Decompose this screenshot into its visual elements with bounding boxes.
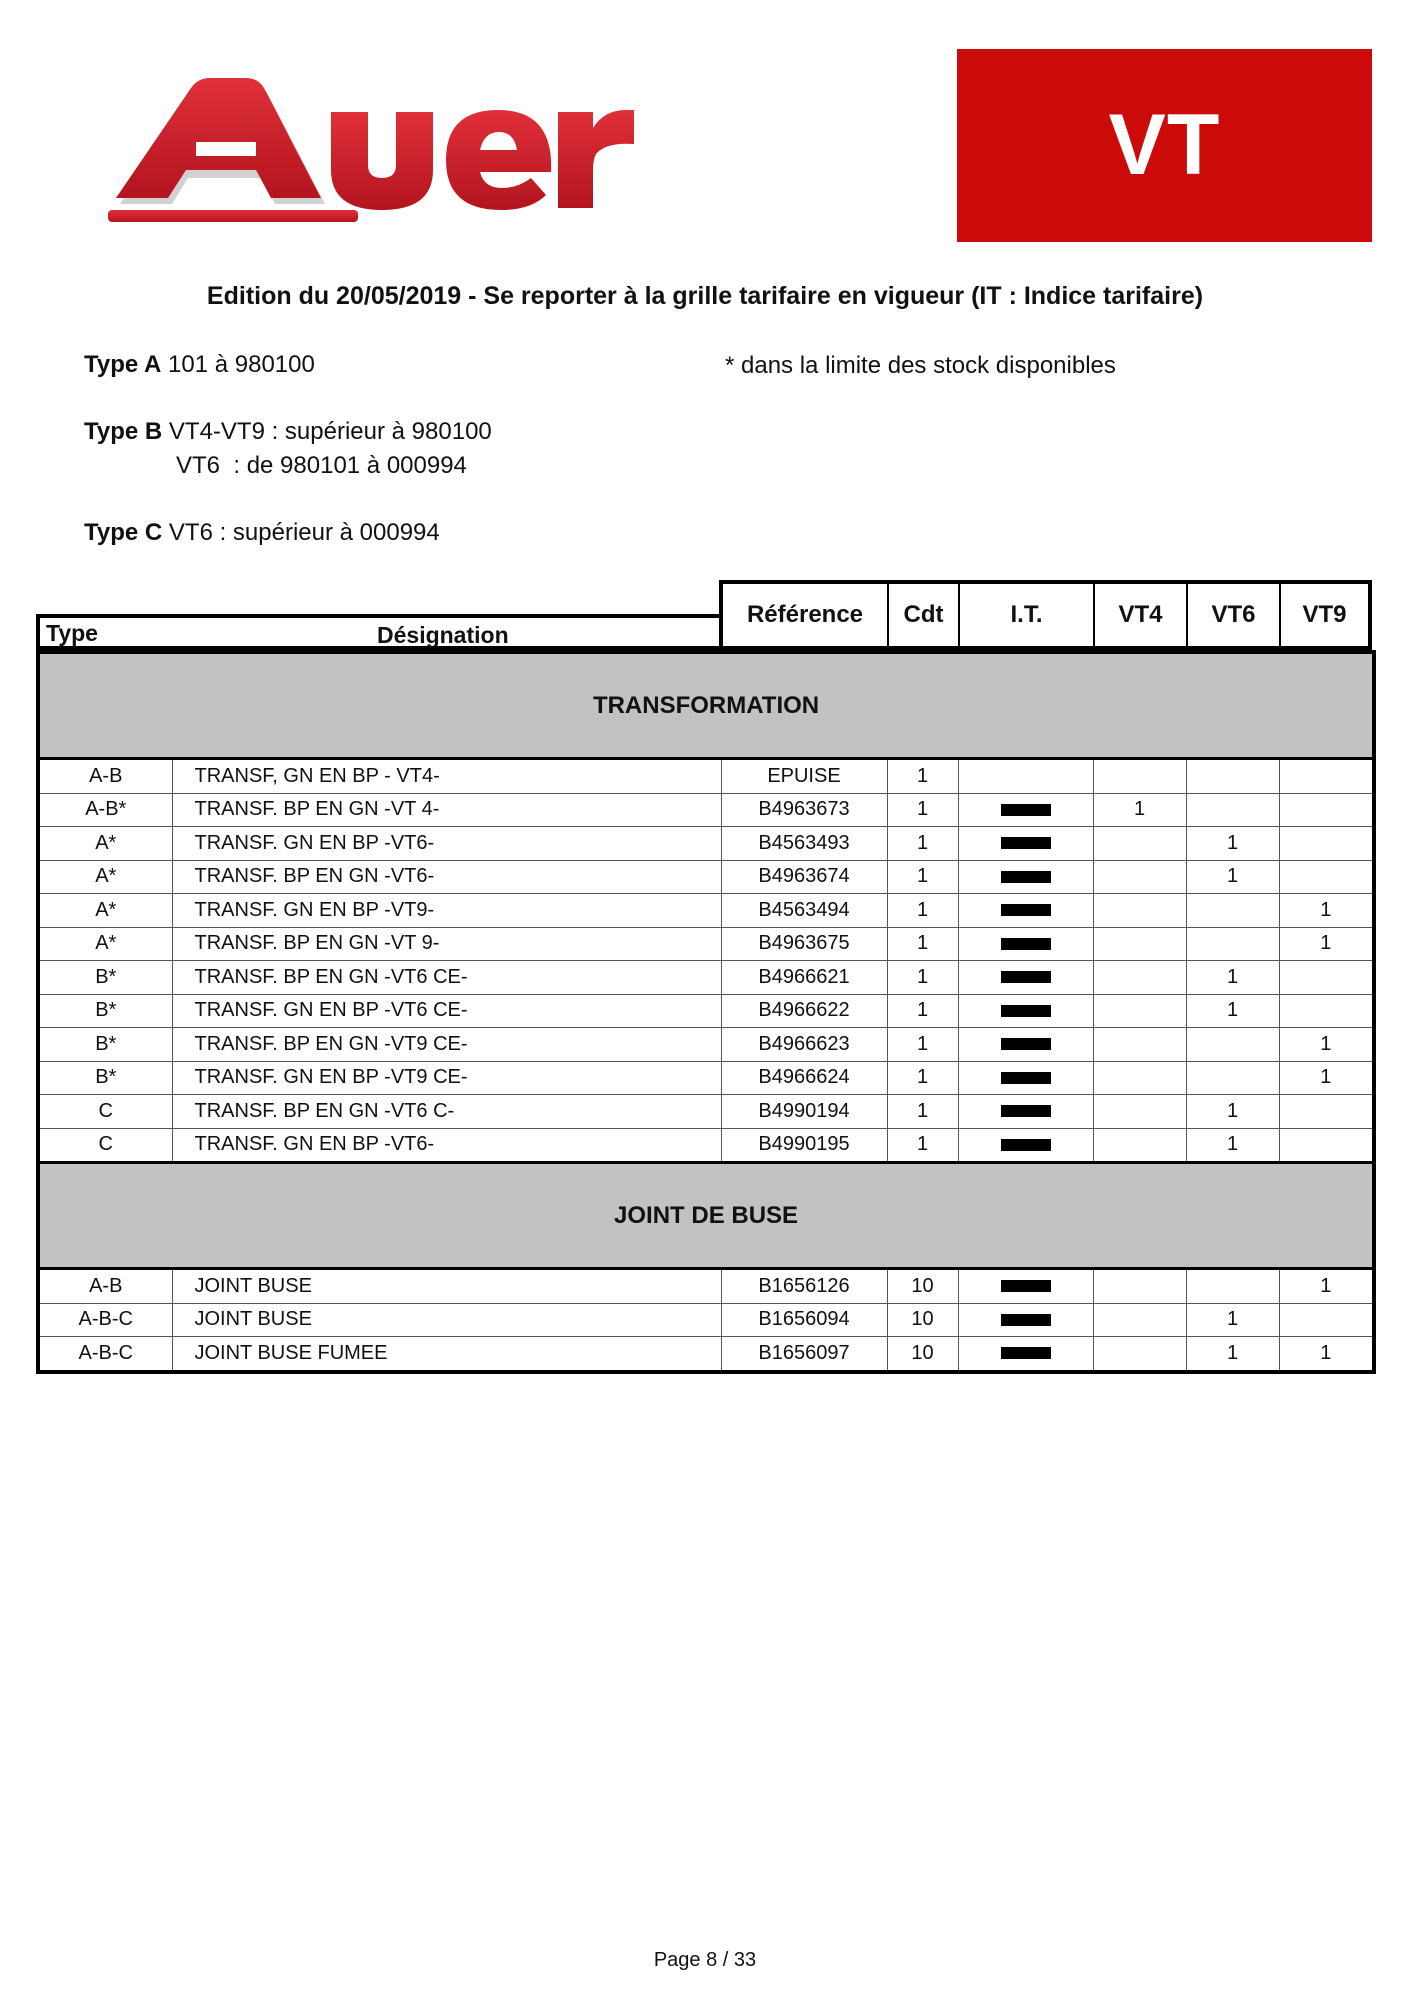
table-row [38, 1303, 1374, 1337]
it-redacted-bar [1001, 1005, 1051, 1017]
table-row [38, 1337, 1374, 1372]
cell-reference: B4966622 [721, 994, 887, 1028]
cell-type: B* [38, 1061, 172, 1095]
cell-cdt: 1 [887, 827, 958, 861]
table-row [38, 1028, 1374, 1062]
cell-vt9 [1279, 860, 1374, 894]
cell-reference: B4563493 [721, 827, 887, 861]
it-redacted-bar [1001, 1347, 1051, 1359]
cell-reference: B4990195 [721, 1128, 887, 1163]
vt-badge: VT [957, 49, 1372, 242]
it-redacted-bar [1001, 1072, 1051, 1084]
cell-vt4 [1093, 1337, 1186, 1372]
cell-vt4 [1093, 1269, 1186, 1304]
it-redacted-bar [1001, 938, 1051, 950]
cell-vt9 [1279, 759, 1374, 794]
cell-it [958, 1128, 1093, 1163]
cell-type: A-B [38, 1269, 172, 1304]
cell-cdt: 1 [887, 1061, 958, 1095]
table-header-right [719, 580, 1372, 650]
cell-designation: TRANSF. BP EN GN -VT 9- [172, 927, 721, 961]
cell-designation: TRANSF. GN EN BP -VT6 CE- [172, 994, 721, 1028]
cell-type: A* [38, 827, 172, 861]
cell-reference: B1656126 [721, 1269, 887, 1304]
cell-vt9 [1279, 994, 1374, 1028]
cell-vt6: 1 [1186, 1128, 1279, 1163]
cell-designation: JOINT BUSE [172, 1269, 721, 1304]
cell-designation: JOINT BUSE FUMEE [172, 1337, 721, 1372]
cell-vt6 [1186, 1028, 1279, 1062]
table-row [38, 1061, 1374, 1095]
cell-vt9: 1 [1279, 1028, 1374, 1062]
cell-it [958, 793, 1093, 827]
table-header-left [36, 614, 719, 650]
cell-it [958, 1061, 1093, 1095]
cell-vt9: 1 [1279, 1061, 1374, 1095]
it-redacted-bar [1001, 971, 1051, 983]
cell-vt6: 1 [1186, 1095, 1279, 1129]
it-redacted-bar [1001, 904, 1051, 916]
cell-designation: TRANSF. GN EN BP -VT9- [172, 894, 721, 928]
type-c-value: VT6 : supérieur à 000994 [168, 519, 440, 546]
cell-reference: B1656094 [721, 1303, 887, 1337]
cell-vt6 [1186, 759, 1279, 794]
cell-it [958, 894, 1093, 928]
cell-vt6 [1186, 1269, 1279, 1304]
cell-vt6 [1186, 793, 1279, 827]
cell-type: A* [38, 860, 172, 894]
type-b-value-2: VT6 : de 980101 à 000994 [176, 452, 467, 479]
cell-vt4 [1093, 827, 1186, 861]
type-b-line [84, 418, 492, 446]
section-title: JOINT DE BUSE [38, 1163, 1374, 1269]
cell-cdt: 10 [887, 1303, 958, 1337]
cell-cdt: 1 [887, 1028, 958, 1062]
type-b-value-1: VT4-VT9 : supérieur à 980100 [168, 418, 492, 445]
cell-cdt: 1 [887, 1128, 958, 1163]
cell-vt6 [1186, 927, 1279, 961]
it-redacted-bar [1001, 871, 1051, 883]
cell-type: B* [38, 1028, 172, 1062]
header-designation: Désignation [377, 622, 509, 648]
cell-type: A-B [38, 759, 172, 794]
it-redacted-bar [1001, 1280, 1051, 1292]
cell-type: C [38, 1128, 172, 1163]
type-a-label: Type A [84, 351, 162, 378]
cell-it [958, 1337, 1093, 1372]
cell-designation: TRANSF, GN EN BP - VT4- [172, 759, 721, 794]
it-redacted-bar [1001, 1139, 1051, 1151]
cell-type: A* [38, 894, 172, 928]
cell-reference: B4963675 [721, 927, 887, 961]
type-c-label: Type C [84, 519, 163, 546]
cell-it [958, 827, 1093, 861]
cell-vt9 [1279, 1303, 1374, 1337]
cell-vt4 [1093, 961, 1186, 995]
cell-reference: B4563494 [721, 894, 887, 928]
it-redacted-bar [1001, 1314, 1051, 1326]
cell-designation: TRANSF. BP EN GN -VT6 CE- [172, 961, 721, 995]
cell-it [958, 1095, 1093, 1129]
page-number: Page 8 / 33 [653, 1949, 757, 1971]
table-row [38, 927, 1374, 961]
cell-vt4 [1093, 1095, 1186, 1129]
header-vt9: VT9 [1302, 601, 1347, 628]
cell-it [958, 860, 1093, 894]
cell-it [958, 1303, 1093, 1337]
table-row [38, 1095, 1374, 1129]
cell-reference: B4963674 [721, 860, 887, 894]
cell-cdt: 1 [887, 994, 958, 1028]
cell-designation: TRANSF. BP EN GN -VT 4- [172, 793, 721, 827]
cell-vt9: 1 [1279, 894, 1374, 928]
cell-type: A-B-C [38, 1303, 172, 1337]
cell-cdt: 1 [887, 961, 958, 995]
cell-reference: B4966623 [721, 1028, 887, 1062]
cell-designation: TRANSF. GN EN BP -VT6- [172, 827, 721, 861]
cell-vt6: 1 [1186, 1303, 1279, 1337]
cell-designation: TRANSF. BP EN GN -VT9 CE- [172, 1028, 721, 1062]
cell-vt9 [1279, 1095, 1374, 1129]
cell-type: A-B* [38, 793, 172, 827]
edition-note: Edition du 20/05/2019 - Se reporter à la grille tarifaire en vigueur (IT : Indice tarifaire) [206, 282, 1204, 310]
header-vt6: VT6 [1188, 584, 1281, 646]
cell-vt9 [1279, 961, 1374, 995]
cell-cdt: 10 [887, 1269, 958, 1304]
cell-vt4 [1093, 1061, 1186, 1095]
cell-reference: B4966624 [721, 1061, 887, 1095]
stock-note: * dans la limite des stock disponibles [725, 352, 1116, 379]
cell-type: B* [38, 994, 172, 1028]
cell-reference: B4990194 [721, 1095, 887, 1129]
cell-designation: TRANSF. GN EN BP -VT9 CE- [172, 1061, 721, 1095]
type-c-line [84, 519, 440, 547]
auer-logo [100, 62, 640, 242]
table-row [38, 1128, 1374, 1163]
cell-vt4 [1093, 894, 1186, 928]
cell-reference: B1656097 [721, 1337, 887, 1372]
cell-vt6 [1186, 1061, 1279, 1095]
cell-type: C [38, 1095, 172, 1129]
cell-vt4 [1093, 860, 1186, 894]
type-a-value: 101 à 980100 [168, 351, 315, 378]
cell-vt9 [1279, 827, 1374, 861]
cell-reference: B4963673 [721, 793, 887, 827]
cell-vt4: 1 [1093, 793, 1186, 827]
header-vt4: VT4 [1095, 584, 1188, 646]
table-row [38, 894, 1374, 928]
cell-vt6: 1 [1186, 961, 1279, 995]
header-reference: Référence [723, 584, 889, 646]
table-row [38, 860, 1374, 894]
cell-type: A-B-C [38, 1337, 172, 1372]
table-row [38, 961, 1374, 995]
cell-vt4 [1093, 759, 1186, 794]
cell-reference: EPUISE [721, 759, 887, 794]
it-redacted-bar [1001, 1105, 1051, 1117]
it-redacted-bar [1001, 804, 1051, 816]
cell-designation: TRANSF. GN EN BP -VT6- [172, 1128, 721, 1163]
cell-it [958, 759, 1093, 794]
cell-vt4 [1093, 994, 1186, 1028]
cell-vt6: 1 [1186, 860, 1279, 894]
cell-designation: TRANSF. BP EN GN -VT6- [172, 860, 721, 894]
cell-cdt: 10 [887, 1337, 958, 1372]
cell-vt9 [1279, 1128, 1374, 1163]
cell-type: B* [38, 961, 172, 995]
cell-cdt: 1 [887, 860, 958, 894]
cell-reference: B4966621 [721, 961, 887, 995]
cell-vt4 [1093, 1303, 1186, 1337]
section-header-row [38, 652, 1374, 759]
cell-vt9: 1 [1279, 927, 1374, 961]
type-b-label: Type B [84, 418, 163, 445]
table-row [38, 1269, 1374, 1304]
cell-cdt: 1 [887, 894, 958, 928]
cell-vt4 [1093, 927, 1186, 961]
header-cdt: Cdt [889, 584, 960, 646]
cell-vt6: 1 [1186, 994, 1279, 1028]
cell-cdt: 1 [887, 927, 958, 961]
cell-vt4 [1093, 1128, 1186, 1163]
header-type: Type [46, 620, 98, 646]
cell-vt6: 1 [1186, 1337, 1279, 1372]
cell-designation: TRANSF. BP EN GN -VT6 C- [172, 1095, 721, 1129]
type-a-line [84, 351, 315, 379]
cell-vt4 [1093, 1028, 1186, 1062]
cell-vt9: 1 [1279, 1269, 1374, 1304]
section-title: TRANSFORMATION [38, 652, 1374, 759]
it-redacted-bar [1001, 1038, 1051, 1050]
cell-type: A* [38, 927, 172, 961]
cell-it [958, 927, 1093, 961]
cell-it [958, 1028, 1093, 1062]
cell-cdt: 1 [887, 793, 958, 827]
cell-designation: JOINT BUSE [172, 1303, 721, 1337]
table-row [38, 827, 1374, 861]
it-redacted-bar [1001, 837, 1051, 849]
table-row [38, 759, 1374, 794]
cell-vt9: 1 [1279, 1337, 1374, 1372]
cell-it [958, 961, 1093, 995]
cell-cdt: 1 [887, 759, 958, 794]
cell-vt9 [1279, 793, 1374, 827]
cell-cdt: 1 [887, 1095, 958, 1129]
table-row [38, 793, 1374, 827]
cell-vt6 [1186, 894, 1279, 928]
cell-it [958, 1269, 1093, 1304]
cell-vt6: 1 [1186, 827, 1279, 861]
header-it: I.T. [960, 584, 1095, 646]
table-row [38, 994, 1374, 1028]
cell-it [958, 994, 1093, 1028]
parts-table [36, 650, 1376, 1374]
section-header-row [38, 1163, 1374, 1269]
